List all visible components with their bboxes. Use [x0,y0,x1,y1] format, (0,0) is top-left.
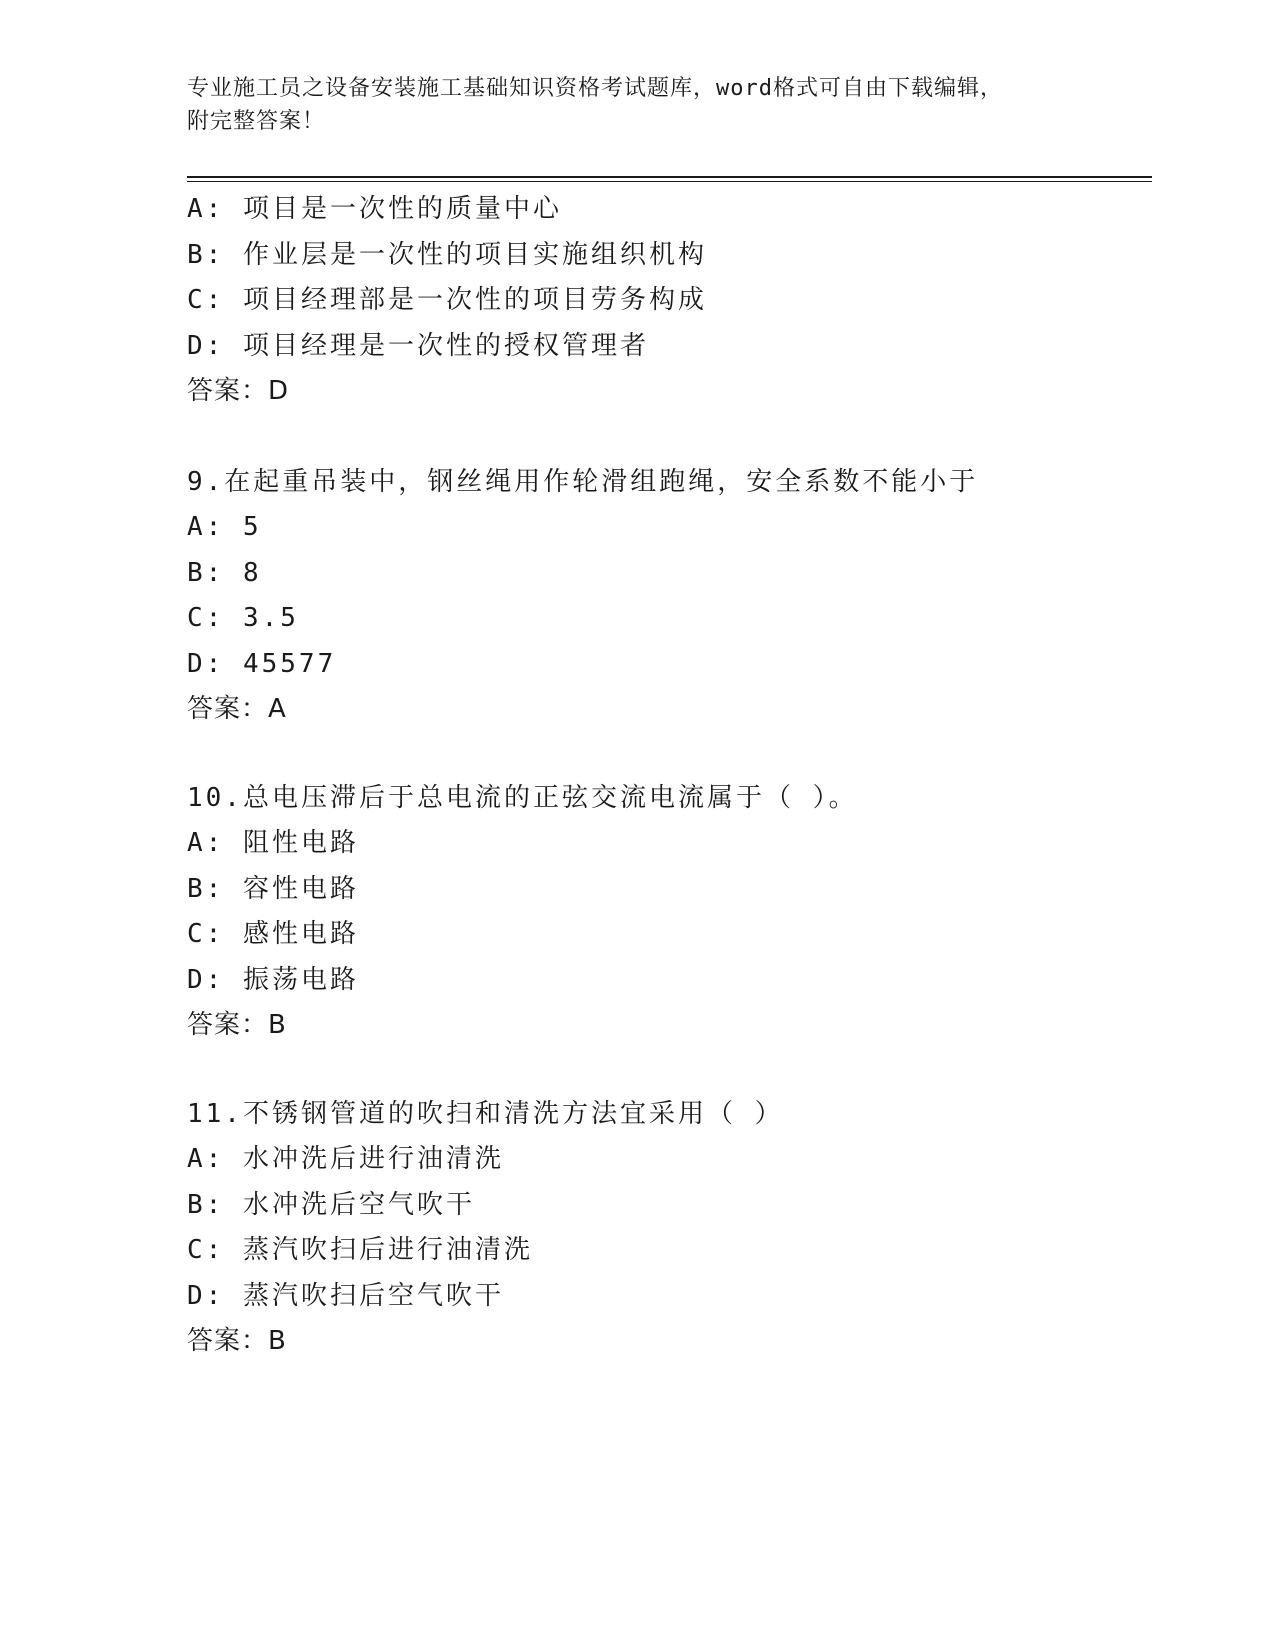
option-c: C: 项目经理部是一次性的项目劳务构成 [187,285,707,315]
question-8 [187,187,1152,415]
document-header [187,72,1087,138]
question-11 [187,1092,1152,1365]
option-c: C: 3.5 [187,603,299,633]
header-line-2: 附完整答案！ [187,109,326,134]
question-text: 11.不锈钢管道的吹扫和清洗方法宜采用（ ） [187,1098,784,1129]
option-b: B: 8 [187,557,262,588]
question-9 [187,460,1152,733]
option-d: D: 45577 [187,648,337,679]
header-line-1: 专业施工员之设备安装施工基础知识资格考试题库，word格式可自由下载编辑， [187,76,1003,101]
answer: 答案：B [187,1326,287,1356]
option-b: B: 作业层是一次性的项目实施组织机构 [187,239,707,270]
option-a: A: 项目是一次性的质量中心 [187,194,562,224]
question-text: 10.总电压滞后于总电流的正弦交流电流属于（ ）。 [187,782,858,813]
option-a: A: 水冲洗后进行油清洗 [187,1144,504,1174]
option-d: D: 项目经理是一次性的授权管理者 [187,330,649,361]
option-b: B: 容性电路 [187,873,359,904]
answer: 答案：B [187,1010,287,1040]
option-c: C: 感性电路 [187,919,359,949]
question-text: 9.在起重吊装中，钢丝绳用作轮滑组跑绳，安全系数不能小于 [187,466,979,497]
option-a: A: 5 [187,512,262,542]
question-10 [187,776,1152,1049]
option-d: D: 振荡电路 [187,964,359,995]
option-c: C: 蒸汽吹扫后进行油清洗 [187,1235,533,1265]
option-d: D: 蒸汽吹扫后空气吹干 [187,1280,504,1311]
header-divider-thick [187,176,1152,178]
spacer [187,415,1152,460]
spacer [187,733,1152,776]
question-list [187,187,1152,1365]
answer: 答案：D [187,376,290,406]
option-a: A: 阻性电路 [187,828,359,858]
header-divider-thin [187,181,1152,182]
spacer [187,1049,1152,1092]
option-b: B: 水冲洗后空气吹干 [187,1189,475,1220]
answer: 答案：A [187,694,287,724]
